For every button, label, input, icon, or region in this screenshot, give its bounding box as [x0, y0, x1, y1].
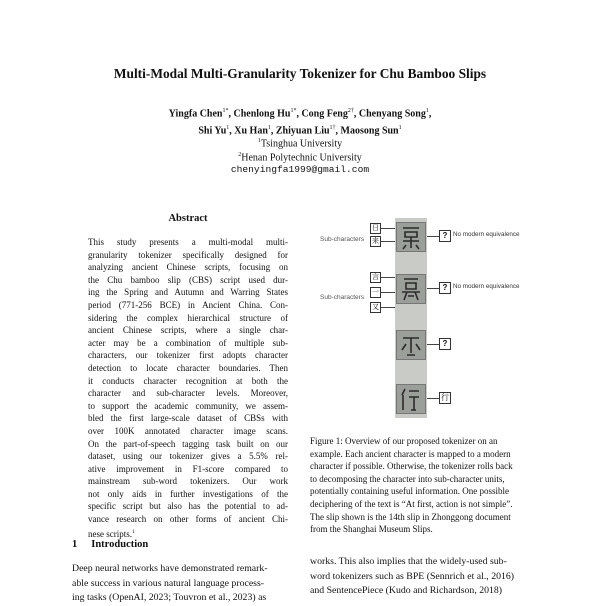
abstract-line: ing the Spring and Autumn and Warring States — [88, 287, 288, 298]
section-heading — [72, 539, 148, 550]
affiliation-text: Tsinghua University — [260, 138, 343, 150]
intro-line: Deep neural networks have demonstrated remark- — [72, 563, 268, 574]
abstract-line: not only aids in further investigations of the — [88, 488, 288, 499]
author-sup: 1 — [226, 125, 230, 132]
abstract-line: over 100K annotated character image scans. — [88, 425, 288, 436]
ancient-character-image-3 — [396, 330, 426, 360]
abstract-line: the Chu bamboo slip (CBS) script used dur- — [88, 274, 288, 285]
caption-line: deciphering of the text is “At first, action is not simple”. — [310, 498, 513, 509]
abstract-line: ative improvement in F1-score compared to — [88, 463, 288, 474]
abstract-line: characters, our tokenizer first adopts character — [88, 350, 288, 361]
abstract-body — [88, 236, 288, 538]
figure-caption — [310, 435, 528, 536]
sub-characters-label: Sub-characters — [320, 236, 365, 243]
caption-line: to decomposing the character into sub-character units, — [310, 473, 505, 484]
sub-character-box: 言 — [372, 273, 379, 281]
sub-character-box: 一 — [372, 288, 379, 296]
abstract-line: to support the academic community, we assem- — [88, 400, 288, 411]
unknown-char-box: ? — [439, 338, 451, 350]
sub-character-box: 又 — [372, 303, 379, 311]
abstract-heading: Abstract — [168, 213, 208, 224]
abstract-line: mainstream sub-word tokenizers. Our work — [88, 476, 288, 487]
caption-line: Figure 1: Overview of our proposed tokenizer on an — [310, 436, 498, 446]
author-sup: 1 — [398, 125, 402, 132]
author-sup: 1 — [267, 125, 271, 132]
ancient-character-image-4 — [396, 384, 426, 414]
footnote-mark[interactable]: 1 — [132, 528, 135, 535]
sub-character-box: 日 — [372, 224, 379, 232]
caption-line: from the Shanghai Museum Slips. — [310, 524, 433, 535]
abstract-line: vance research on other forms of ancient Chi- — [88, 514, 288, 525]
abstract-line: it conducts character recognition at both the — [88, 375, 288, 386]
author-sup: 2† — [347, 108, 354, 114]
author-email[interactable]: chenyingfa1999@gmail.com — [230, 164, 370, 175]
abstract-line: period (771-256 BCE) in Ancient China. Con- — [88, 299, 288, 310]
abstract-line: dataset, using our tokenizer gives a 5.5% rel- — [88, 451, 288, 462]
mapping-arrow — [427, 398, 439, 399]
author-sup: 1 — [425, 108, 429, 114]
caption-line: The slip shown is the 14th slip in Zhonggong document — [310, 511, 511, 522]
author-name: Xu Han — [234, 125, 268, 137]
body-line: word tokenizers such as BPE (Sennrich et al., 2016) — [310, 570, 515, 582]
connector-line — [381, 277, 395, 278]
ancient-character-image-2 — [396, 274, 426, 304]
modern-char-box: 行 — [441, 393, 449, 402]
abstract-line: analyzing ancient Chinese scripts, focusing on — [88, 262, 288, 273]
affiliation-sup: 2 — [238, 152, 242, 158]
abstract-line-text: nese scripts. — [88, 528, 132, 539]
author-name: Cong Feng — [301, 108, 348, 120]
affiliation-text: Henan Polytechnic University — [241, 152, 362, 164]
intro-body — [72, 562, 300, 606]
intro-line: ing tasks (OpenAI, 2023; Touvron et al., 2023) as — [72, 592, 267, 604]
abstract-line: specific script but also has the potential to ad- — [88, 501, 288, 512]
caption-line: character if possible. Otherwise, the tokenizer rolls back — [310, 461, 513, 472]
author-name: Zhiyuan Liu — [275, 125, 330, 137]
author-line-1: Yingfa Chen$^{1*}$, Chenlong $Hu^{1*}$, Cong Feng$^{2\dagger}$, Chenyang Song$^1$, — [168, 108, 432, 120]
author-name: Yingfa Chen — [168, 108, 223, 120]
ancient-character-image-1 — [396, 222, 426, 252]
author-sup: 1* — [290, 108, 297, 114]
mapping-arrow — [427, 344, 439, 345]
abstract-line — [88, 526, 288, 539]
author-name: Chenlong Hu — [233, 108, 291, 120]
paper-title: Multi-Modal Multi-Granularity Tokenizer for Chu Bamboo Slips — [113, 66, 487, 81]
author-name: Maosong Sun — [340, 125, 399, 137]
abstract-line: detection to locate character boundaries. Then — [88, 362, 288, 373]
sub-characters-label: Sub-characters — [320, 294, 365, 301]
caption-line: potentially containing useful information. One possible — [310, 486, 509, 497]
intro-line: able success in various natural language process- — [72, 577, 265, 589]
abstract-line: sidering the complex hierarchical structure of — [88, 312, 288, 323]
figure-1 — [310, 218, 528, 418]
mapping-arrow — [427, 288, 439, 289]
mapping-arrow — [427, 236, 439, 237]
abstract-line: ancient Chinese scripts, where a single char- — [88, 325, 288, 336]
affiliation-2 — [0, 149, 600, 164]
connector-line — [381, 292, 395, 293]
author-name: Chenyang Song — [358, 108, 426, 120]
abstract-line: granularity tokenizer specifically designed for — [88, 249, 288, 260]
section-title: Introduction — [91, 539, 149, 550]
connector-line — [381, 228, 395, 229]
right-column-body — [310, 555, 528, 599]
section-number: 1 — [72, 539, 78, 550]
unknown-char-box: ? — [439, 230, 451, 242]
connector-line — [381, 307, 395, 308]
caption-line: example. Each ancient character is mapped to a modern — [310, 448, 511, 459]
author-line-2: Shi Yu$^1$, Xu Han$^1$, Zhiyuan Liu$^{1\dagger}$, Maosong Sun$^1$ — [198, 125, 402, 137]
body-line: works. This also implies that the widely-used sub- — [310, 556, 507, 567]
no-modern-equivalence-label: No modern equivalence — [453, 231, 520, 238]
connector-line — [381, 241, 395, 242]
author-list — [0, 104, 600, 139]
unknown-char-box: ? — [439, 282, 451, 294]
abstract-line: character and sub-character levels. Moreover, — [88, 388, 288, 399]
author-name: Shi Yu — [198, 125, 227, 137]
no-modern-equivalence-label: No modern equivalence — [453, 283, 520, 290]
body-line: and SentencePiece (Kudo and Richardson, 2018) — [310, 585, 503, 597]
abstract-line: On the part-of-speech tagging task built on our — [88, 438, 288, 449]
author-sup: 1* — [222, 108, 229, 114]
sub-character-box: 来 — [372, 237, 379, 245]
author-sup: 1† — [329, 125, 336, 132]
abstract-line: This study presents a multi-modal multi- — [88, 237, 288, 247]
abstract-line: bled the first large-scale dataset of CBSs with — [88, 413, 288, 424]
abstract-line: acter may be a combination of multiple sub- — [88, 337, 288, 348]
affiliation-sup: 1 — [257, 138, 261, 144]
